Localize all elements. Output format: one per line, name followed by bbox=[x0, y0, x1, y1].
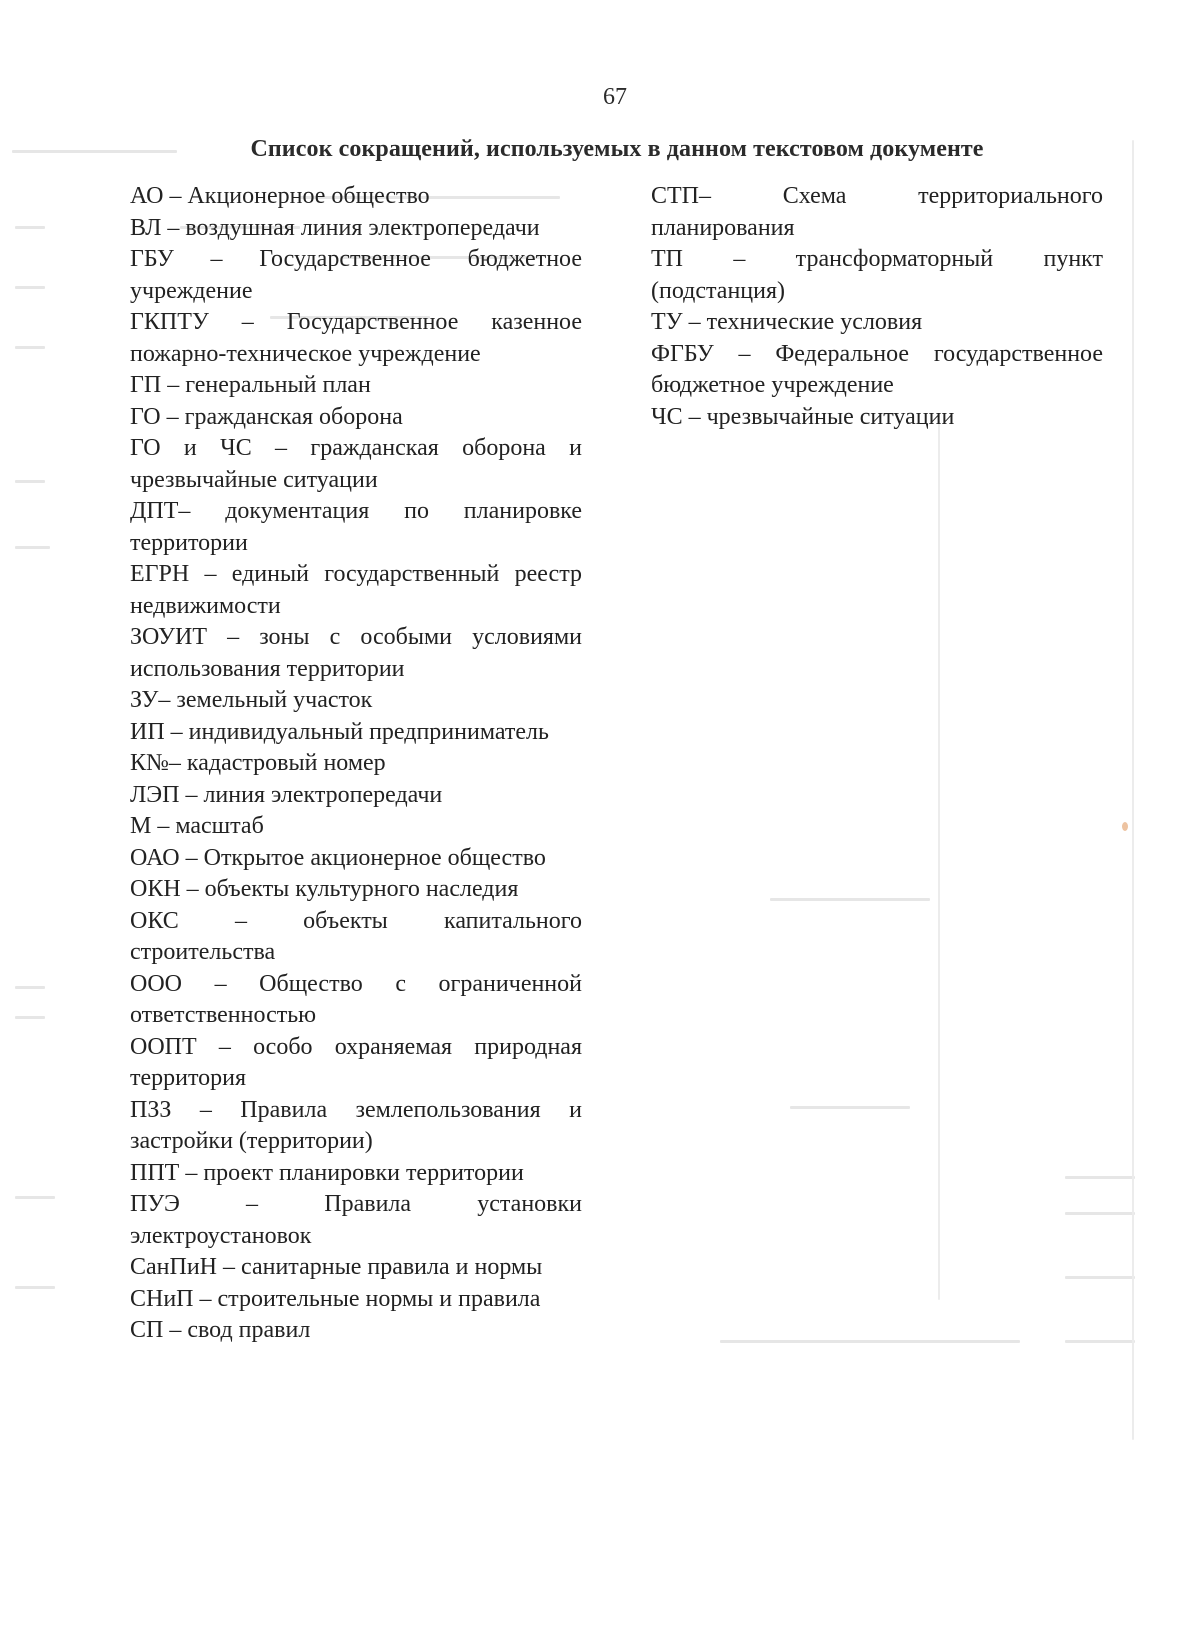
show-through-mark bbox=[15, 226, 45, 229]
abbreviation-item: ГКПТУ – Государственное казенное пожарно-техническое учреждение bbox=[130, 309, 582, 367]
page-title: Список сокращений, используемых в данном текстовом документе bbox=[250, 136, 984, 162]
abbreviation-item: ООПТ – особо охраняемая природная территория bbox=[130, 1033, 582, 1091]
abbreviation-item: ТУ – технические условия bbox=[651, 309, 923, 335]
abbreviation-item: ОКС – объекты капитального строительства bbox=[130, 907, 582, 965]
abbreviation-item: ГО и ЧС – гражданская оборона и чрезвычайные ситуации bbox=[130, 435, 582, 493]
abbreviation-item: ГО – гражданская оборона bbox=[130, 403, 403, 430]
show-through-mark bbox=[938, 420, 940, 1300]
page-number: 67 bbox=[603, 84, 627, 110]
abbreviation-item: СНиП – строительные нормы и правила bbox=[130, 1285, 541, 1312]
abbreviation-item: ДПТ– документация по планировке территории bbox=[130, 498, 582, 556]
abbreviation-item: СанПиН – санитарные правила и нормы bbox=[130, 1254, 543, 1280]
abbreviation-item: ИП – индивидуальный предприниматель bbox=[130, 718, 549, 745]
abbreviation-item: ВЛ – воздушная линия электропередачи bbox=[130, 214, 540, 241]
show-through-mark bbox=[15, 346, 45, 349]
show-through-mark bbox=[15, 1196, 55, 1199]
abbreviation-item: ОКН – объекты культурного наследия bbox=[130, 876, 519, 902]
abbreviation-item: СП – свод правил bbox=[130, 1317, 311, 1343]
abbreviation-item: ЛЭП – линия электропередачи bbox=[130, 781, 443, 808]
abbreviation-item: ФГБУ – Федеральное государственное бюджетное учреждение bbox=[651, 340, 1103, 398]
abbreviation-list-right bbox=[651, 181, 1103, 433]
show-through-mark bbox=[1065, 1340, 1135, 1343]
abbreviation-item: ЧС – чрезвычайные ситуации bbox=[651, 403, 955, 430]
abbreviation-item: М – масштаб bbox=[130, 813, 264, 839]
show-through-mark bbox=[1065, 1212, 1135, 1215]
abbreviation-item: ГП – генеральный план bbox=[130, 372, 371, 398]
show-through-mark bbox=[15, 480, 45, 483]
abbreviation-item: ОАО – Открытое акционерное общество bbox=[130, 844, 546, 871]
abbreviation-item: ООО – Общество с ограниченной ответственностью bbox=[130, 970, 582, 1028]
show-through-mark bbox=[1132, 140, 1134, 1440]
abbreviation-item: ПЗЗ – Правила землепользования и застройки (территории) bbox=[130, 1096, 582, 1154]
scan-stain bbox=[1122, 822, 1128, 831]
show-through-mark bbox=[1065, 1276, 1135, 1279]
abbreviation-list-left bbox=[130, 181, 582, 1347]
show-through-mark bbox=[1065, 1176, 1135, 1179]
show-through-mark bbox=[770, 898, 930, 901]
abbreviation-item: ГБУ – Государственное бюджетное учреждение bbox=[130, 246, 582, 304]
abbreviation-item: ЕГРН – единый государственный реестр недвижимости bbox=[130, 561, 582, 619]
abbreviation-item: СТП– Схема территориального планирования bbox=[651, 183, 1103, 241]
show-through-mark bbox=[15, 1016, 45, 1019]
abbreviation-item: К№– кадастровый номер bbox=[130, 750, 386, 776]
abbreviation-item: ПУЭ – Правила установки электроустановок bbox=[130, 1191, 582, 1249]
show-through-mark bbox=[15, 986, 45, 989]
abbreviation-item: ППТ – проект планировки территории bbox=[130, 1159, 524, 1186]
show-through-mark bbox=[720, 1340, 1020, 1343]
abbreviation-item: ЗУ– земельный участок bbox=[130, 687, 373, 713]
abbreviation-item: ТП – трансформаторный пункт (подстанция) bbox=[651, 246, 1103, 304]
abbreviation-item: ЗОУИТ – зоны с особыми условиями использования территории bbox=[130, 624, 582, 682]
abbreviation-item: АО – Акционерное общество bbox=[130, 183, 430, 209]
show-through-mark bbox=[15, 546, 50, 549]
show-through-mark bbox=[790, 1106, 910, 1109]
show-through-mark bbox=[15, 286, 45, 289]
show-through-mark bbox=[15, 1286, 55, 1289]
